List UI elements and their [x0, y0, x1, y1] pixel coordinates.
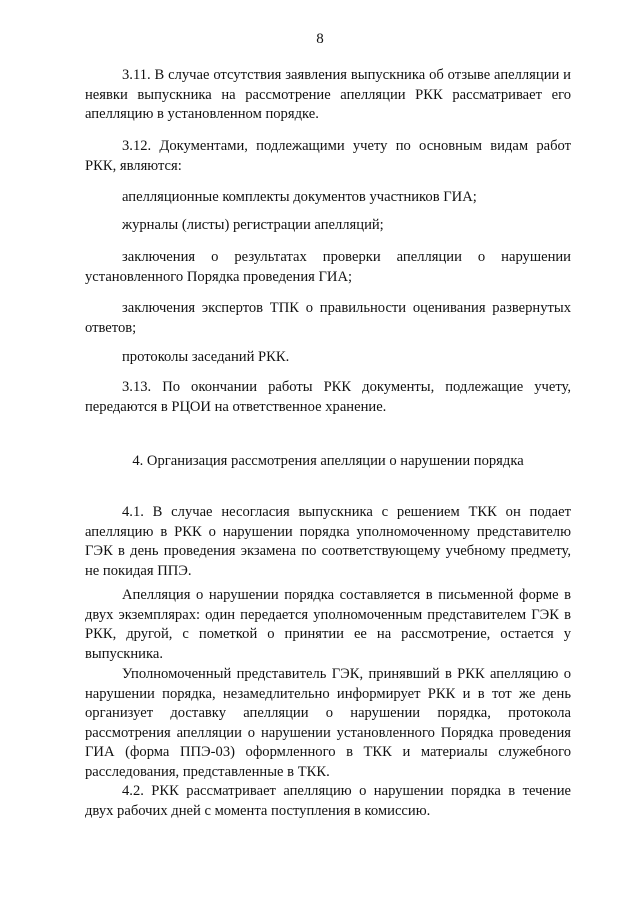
section-heading: 4. Организация рассмотрения апелляции о нарушении порядка: [132, 453, 524, 469]
paragraph-3-11: 3.11. В случае отсутствия заявления выпускника об отзыве апелляции и неявки выпускника на рассмотрение апелляции РКК рассматривает его апелляцию в установленном порядке.: [85, 67, 571, 122]
list-item: апелляционные комплекты документов участников ГИА;: [122, 189, 477, 205]
list-item: заключения экспертов ТПК о правильности оценивания развернутых ответов;: [85, 300, 571, 336]
paragraph-3-13: 3.13. По окончании работы РКК документы, подлежащие учету, передаются в РЦОИ на ответственное хранение.: [85, 379, 571, 415]
paragraph-4-1-copies: Апелляция о нарушении порядка составляется в письменной форме в двух экземплярах: один передается уполномоченным представителем ГЭК в РКК, другой, с пометкой о принятии ее на рассмотрение, остается у выпускника.: [85, 587, 571, 662]
list-item: протоколы заседаний РКК.: [122, 349, 290, 365]
list-item: журналы (листы) регистрации апелляций;: [122, 217, 384, 233]
paragraph-4-2: 4.2. РКК рассматривает апелляцию о нарушении порядка в течение двух рабочих дней с момента поступления в комиссию.: [85, 783, 571, 819]
list-item: заключения о результатах проверки апелляции о нарушении установленного Порядка проведения ГИА;: [85, 249, 571, 285]
paragraph-4-1: 4.1. В случае несогласия выпускника с решением ТКК он подает апелляцию в РКК о нарушении порядка уполномоченному представителю ГЭК в день проведения экзамена по соответствующему учебному предмету, не покидая ППЭ.: [85, 504, 571, 579]
page-number: 8: [316, 31, 324, 47]
paragraph-4-1-delivery: Уполномоченный представитель ГЭК, принявший в РКК апелляцию о нарушении порядка, незамедлительно информирует РКК и в тот же день организует доставку апелляции о нарушении порядка, протокола рассмотрения апелляции о нарушении установленного Порядка проведения ГИА (форма ППЭ-03) оформленного в ТКК и материалы служебного расследования, представленные в ТКК.: [85, 666, 571, 780]
paragraph-3-12: 3.12. Документами, подлежащими учету по основным видам работ РКК, являются:: [85, 138, 571, 174]
